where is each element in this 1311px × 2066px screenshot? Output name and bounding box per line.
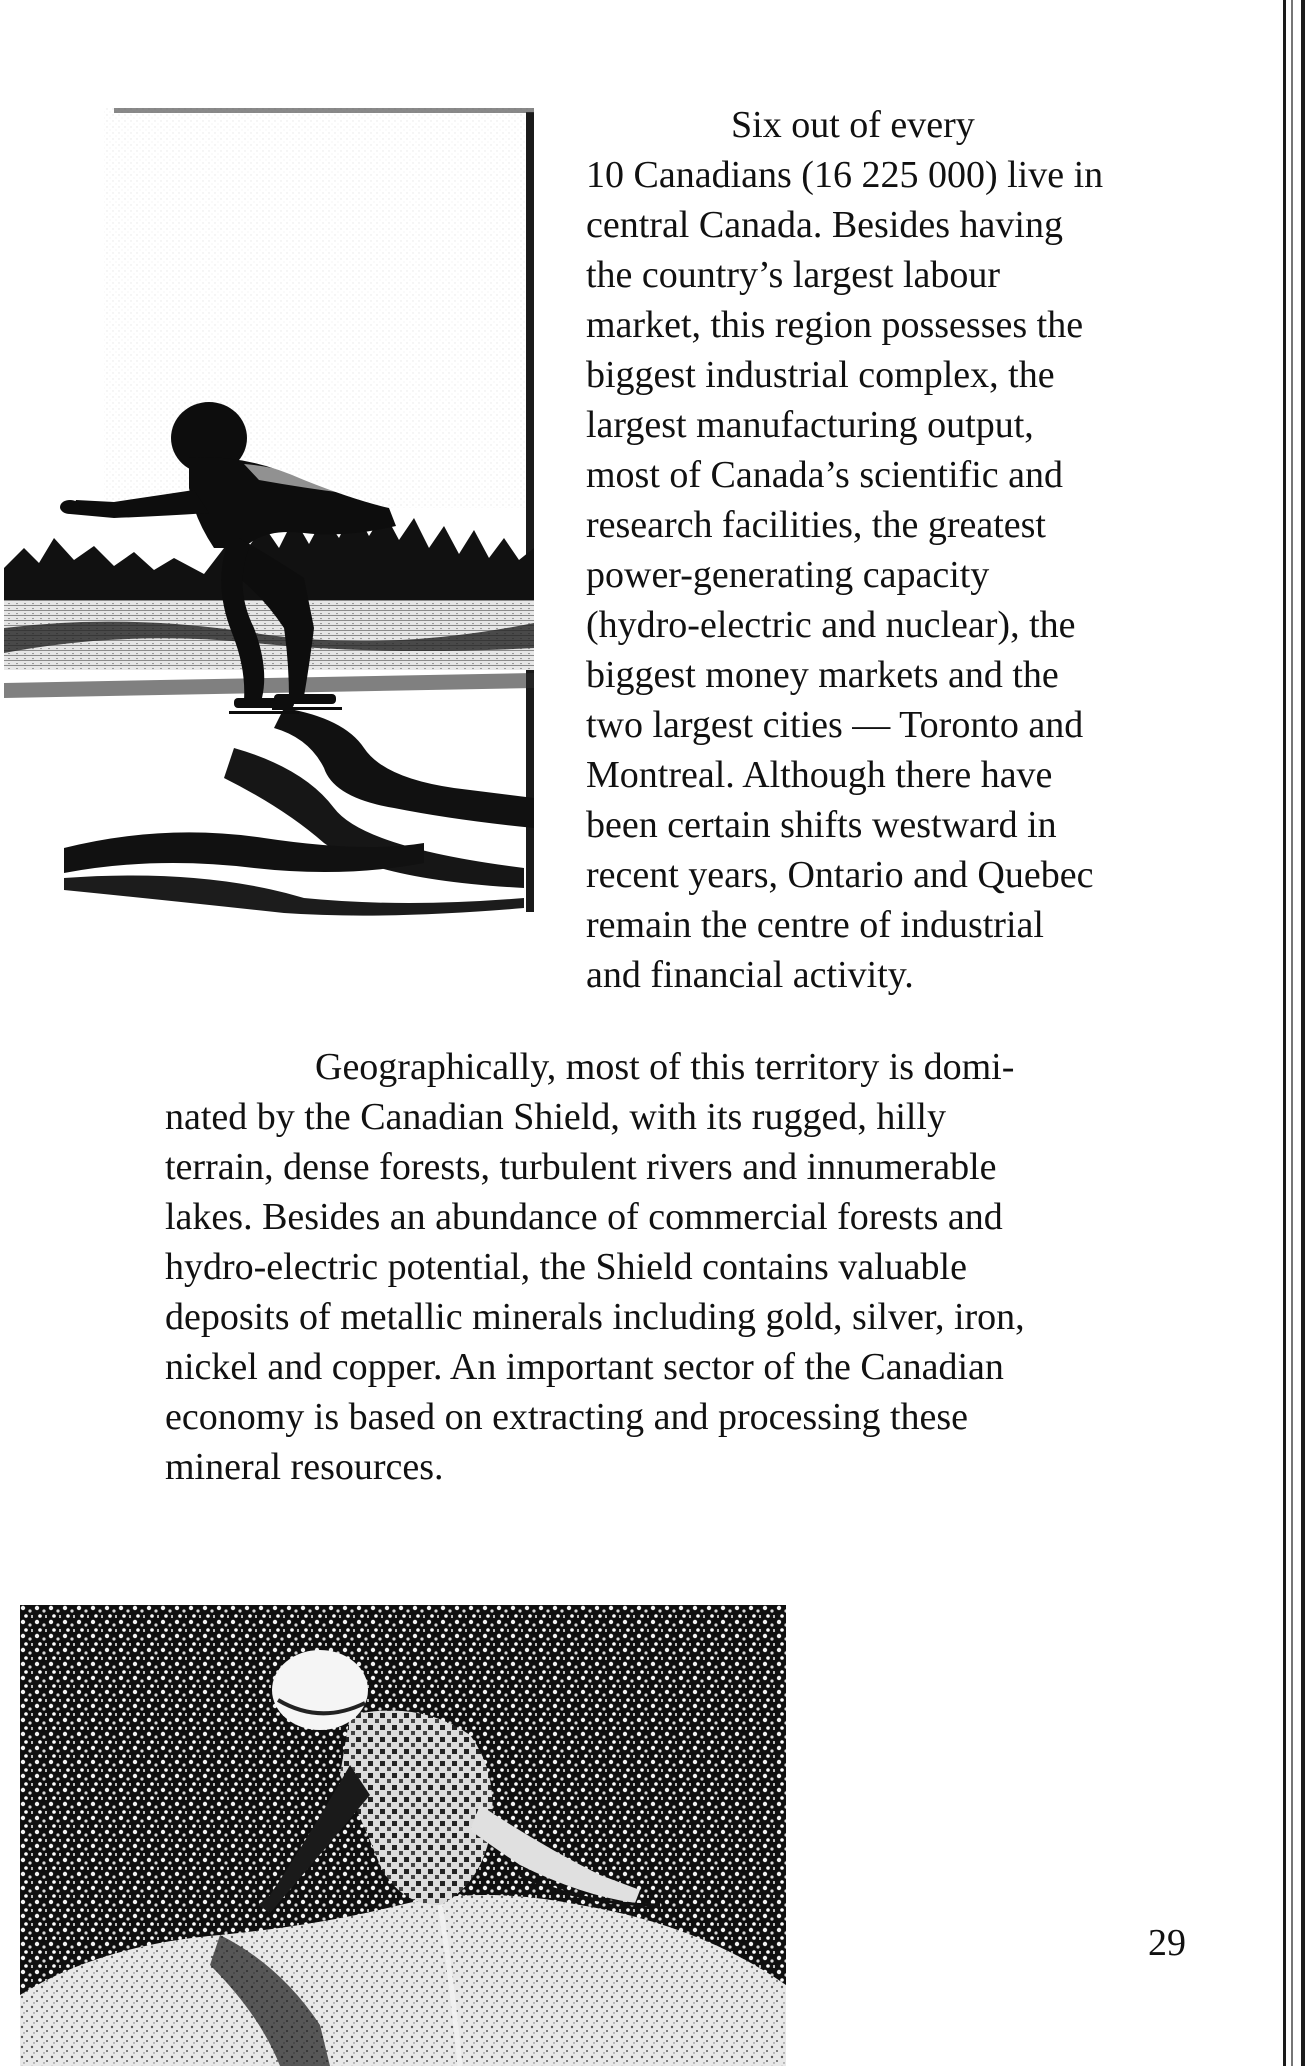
paragraph-line: largest manufacturing output, bbox=[586, 404, 1034, 446]
paragraph-line: power-generating capacity bbox=[586, 554, 990, 596]
paragraph-line: market, this region possesses the bbox=[586, 304, 1084, 346]
paragraph-line: two largest cities — Toronto and bbox=[586, 704, 1084, 746]
paragraph-line: (hydro-electric and nuclear), the bbox=[586, 604, 1076, 646]
paragraph-line: hydro-electric potential, the Shield contains valuable bbox=[165, 1246, 967, 1288]
rock-climber-photo bbox=[20, 1605, 786, 2066]
paragraph-line: recent years, Ontario and Quebec bbox=[586, 854, 1094, 896]
paragraph-line: terrain, dense forests, turbulent rivers and innumerable bbox=[165, 1146, 997, 1188]
page-number: 29 bbox=[1148, 1922, 1186, 1964]
geography-paragraph bbox=[165, 1042, 1225, 1492]
paragraph-line: research facilities, the greatest bbox=[586, 504, 1046, 546]
paragraph-line: economy is based on extracting and processing these bbox=[165, 1396, 969, 1438]
paragraph-line: biggest money markets and the bbox=[586, 654, 1059, 696]
paragraph-line: Six out of every bbox=[731, 104, 975, 146]
paragraph-line: mineral resources. bbox=[165, 1446, 444, 1488]
paragraph-line: 10 Canadians (16 225 000) live in bbox=[586, 154, 1104, 196]
paragraph-line: been certain shifts westward in bbox=[586, 804, 1057, 846]
speed-skater-photo bbox=[4, 108, 540, 918]
paragraph-line: lakes. Besides an abundance of commercial forests and bbox=[165, 1196, 1003, 1238]
paragraph-line: and financial activity. bbox=[586, 954, 914, 996]
paragraph-line: the country’s largest labour bbox=[586, 254, 1001, 296]
paragraph-line: deposits of metallic minerals including gold, silver, iron, bbox=[165, 1296, 1025, 1338]
paragraph-line: Montreal. Although there have bbox=[586, 754, 1053, 796]
paragraph-line: biggest industrial complex, the bbox=[586, 354, 1055, 396]
paragraph-line: most of Canada’s scientific and bbox=[586, 454, 1063, 496]
intro-paragraph bbox=[586, 100, 1226, 1000]
book-binding-edge bbox=[1275, 0, 1311, 2066]
paragraph-line: nated by the Canadian Shield, with its rugged, hilly bbox=[165, 1096, 946, 1138]
paragraph-line: Geographically, most of this territory is domi- bbox=[315, 1046, 1015, 1088]
paragraph-line: central Canada. Besides having bbox=[586, 204, 1063, 246]
paragraph-line: remain the centre of industrial bbox=[586, 904, 1044, 946]
paragraph-line: nickel and copper. An important sector of the Canadian bbox=[165, 1346, 1004, 1388]
